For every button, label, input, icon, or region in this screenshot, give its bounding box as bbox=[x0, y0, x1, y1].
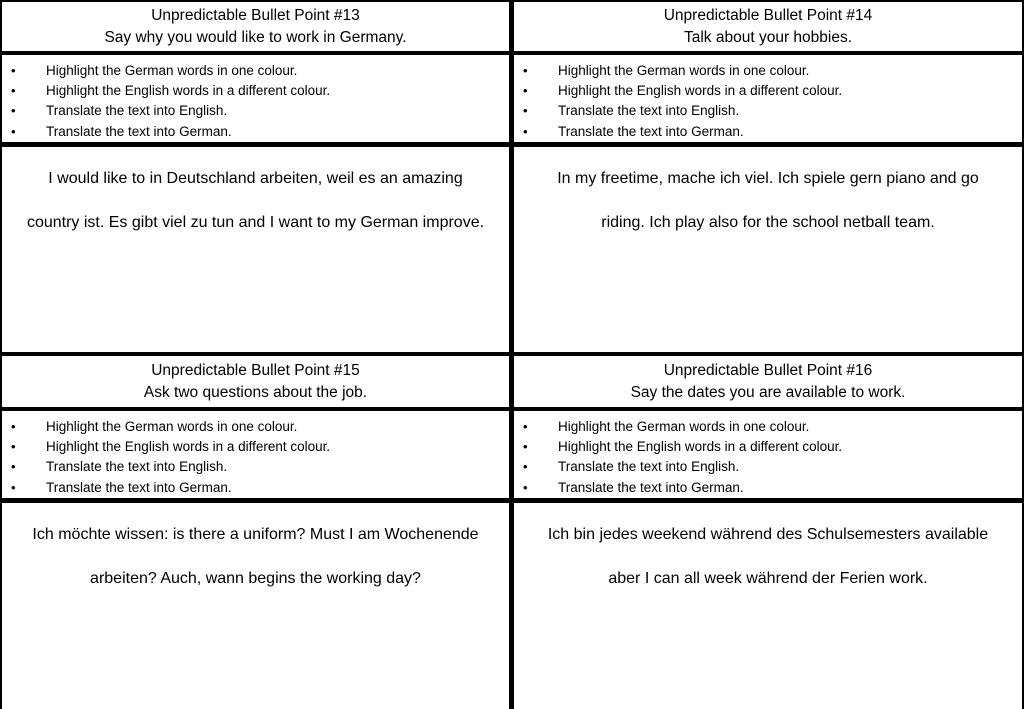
task-item bbox=[514, 478, 1022, 498]
task-item bbox=[514, 437, 1022, 457]
task-text: Translate the text into English. bbox=[46, 103, 228, 119]
task-text: Translate the text into German. bbox=[46, 479, 232, 495]
task-item bbox=[514, 61, 1022, 81]
bullet-icon: • bbox=[523, 83, 528, 99]
bullet-icon: • bbox=[523, 63, 528, 78]
card-14-header bbox=[514, 2, 1022, 51]
task-item bbox=[2, 61, 509, 81]
task-item bbox=[2, 81, 509, 101]
bullet-icon: • bbox=[523, 479, 528, 495]
task-item bbox=[2, 437, 509, 457]
card-15-task-list bbox=[2, 411, 509, 498]
text-line: riding. Ich play also for the school netball team. bbox=[601, 214, 935, 231]
card-16-text bbox=[514, 503, 1022, 709]
task-item bbox=[2, 457, 509, 477]
task-text: Translate the text into English. bbox=[558, 459, 740, 475]
bullet-icon: • bbox=[11, 63, 16, 78]
task-text: Highlight the German words in one colour. bbox=[46, 419, 298, 434]
task-item bbox=[514, 417, 1022, 437]
card-15-text bbox=[2, 503, 509, 709]
bullet-icon: • bbox=[11, 103, 16, 119]
bullet-icon: • bbox=[11, 419, 16, 434]
bullet-icon: • bbox=[523, 439, 528, 455]
card-16-prompt: Say the dates you are available to work. bbox=[630, 383, 906, 401]
bullet-icon: • bbox=[523, 103, 528, 119]
task-text: Translate the text into English. bbox=[46, 459, 228, 475]
task-text: Translate the text into German. bbox=[558, 123, 744, 139]
card-16-task-list bbox=[514, 411, 1022, 498]
text-line: Ich möchte wissen: is there a uniform? Must I am Wochenende bbox=[32, 526, 479, 543]
task-text: Highlight the English words in a different colour. bbox=[46, 83, 331, 99]
text-line: arbeiten? Auch, wann begins the working day? bbox=[90, 570, 421, 587]
card-15-header bbox=[2, 356, 509, 407]
task-text: Translate the text into English. bbox=[558, 103, 740, 119]
card-13-task-list bbox=[2, 55, 509, 142]
task-text: Highlight the English words in a different colour. bbox=[558, 83, 843, 99]
task-text: Highlight the German words in one colour. bbox=[46, 63, 298, 78]
card-13-prompt: Say why you would like to work in Germany. bbox=[104, 28, 407, 46]
card-15-title: Unpredictable Bullet Point #15 bbox=[151, 361, 360, 379]
task-text: Translate the text into German. bbox=[558, 479, 744, 495]
bullet-icon: • bbox=[523, 123, 528, 139]
text-line: I would like to in Deutschland arbeiten, weil es an amazing bbox=[48, 170, 463, 187]
text-line: aber I can all week während der Ferien work. bbox=[608, 570, 928, 587]
bullet-icon: • bbox=[11, 459, 16, 475]
task-item bbox=[2, 417, 509, 437]
task-item bbox=[514, 457, 1022, 477]
card-16-header bbox=[514, 356, 1022, 407]
task-item bbox=[2, 122, 509, 142]
task-item bbox=[2, 101, 509, 121]
task-text: Highlight the German words in one colour. bbox=[558, 63, 810, 78]
card-14-text bbox=[514, 147, 1022, 352]
card-14-title: Unpredictable Bullet Point #14 bbox=[663, 6, 873, 24]
card-13-title: Unpredictable Bullet Point #13 bbox=[151, 6, 360, 24]
task-item bbox=[514, 101, 1022, 121]
task-item bbox=[514, 122, 1022, 142]
text-line: In my freetime, mache ich viel. Ich spiele gern piano and go bbox=[557, 170, 979, 187]
card-13-header bbox=[2, 2, 509, 51]
card-14-task-list bbox=[514, 55, 1022, 142]
task-text: Translate the text into German. bbox=[46, 123, 232, 139]
text-line: Ich bin jedes weekend während des Schulsemesters available bbox=[547, 526, 989, 543]
bullet-icon: • bbox=[11, 83, 16, 99]
task-item bbox=[2, 478, 509, 498]
card-16-title: Unpredictable Bullet Point #16 bbox=[663, 361, 873, 379]
bullet-icon: • bbox=[11, 439, 16, 455]
task-text: Highlight the English words in a different colour. bbox=[558, 439, 843, 455]
card-14-prompt: Talk about your hobbies. bbox=[683, 28, 853, 46]
task-text: Highlight the English words in a different colour. bbox=[46, 439, 331, 455]
card-13-text bbox=[2, 147, 509, 352]
text-line: country ist. Es gibt viel zu tun and I want to my German improve. bbox=[26, 214, 485, 231]
bullet-icon: • bbox=[11, 123, 16, 139]
task-text: Highlight the German words in one colour. bbox=[558, 419, 810, 434]
task-item bbox=[514, 81, 1022, 101]
bullet-icon: • bbox=[523, 459, 528, 475]
card-15-prompt: Ask two questions about the job. bbox=[143, 383, 368, 401]
bullet-icon: • bbox=[11, 479, 16, 495]
bullet-icon: • bbox=[523, 419, 528, 434]
